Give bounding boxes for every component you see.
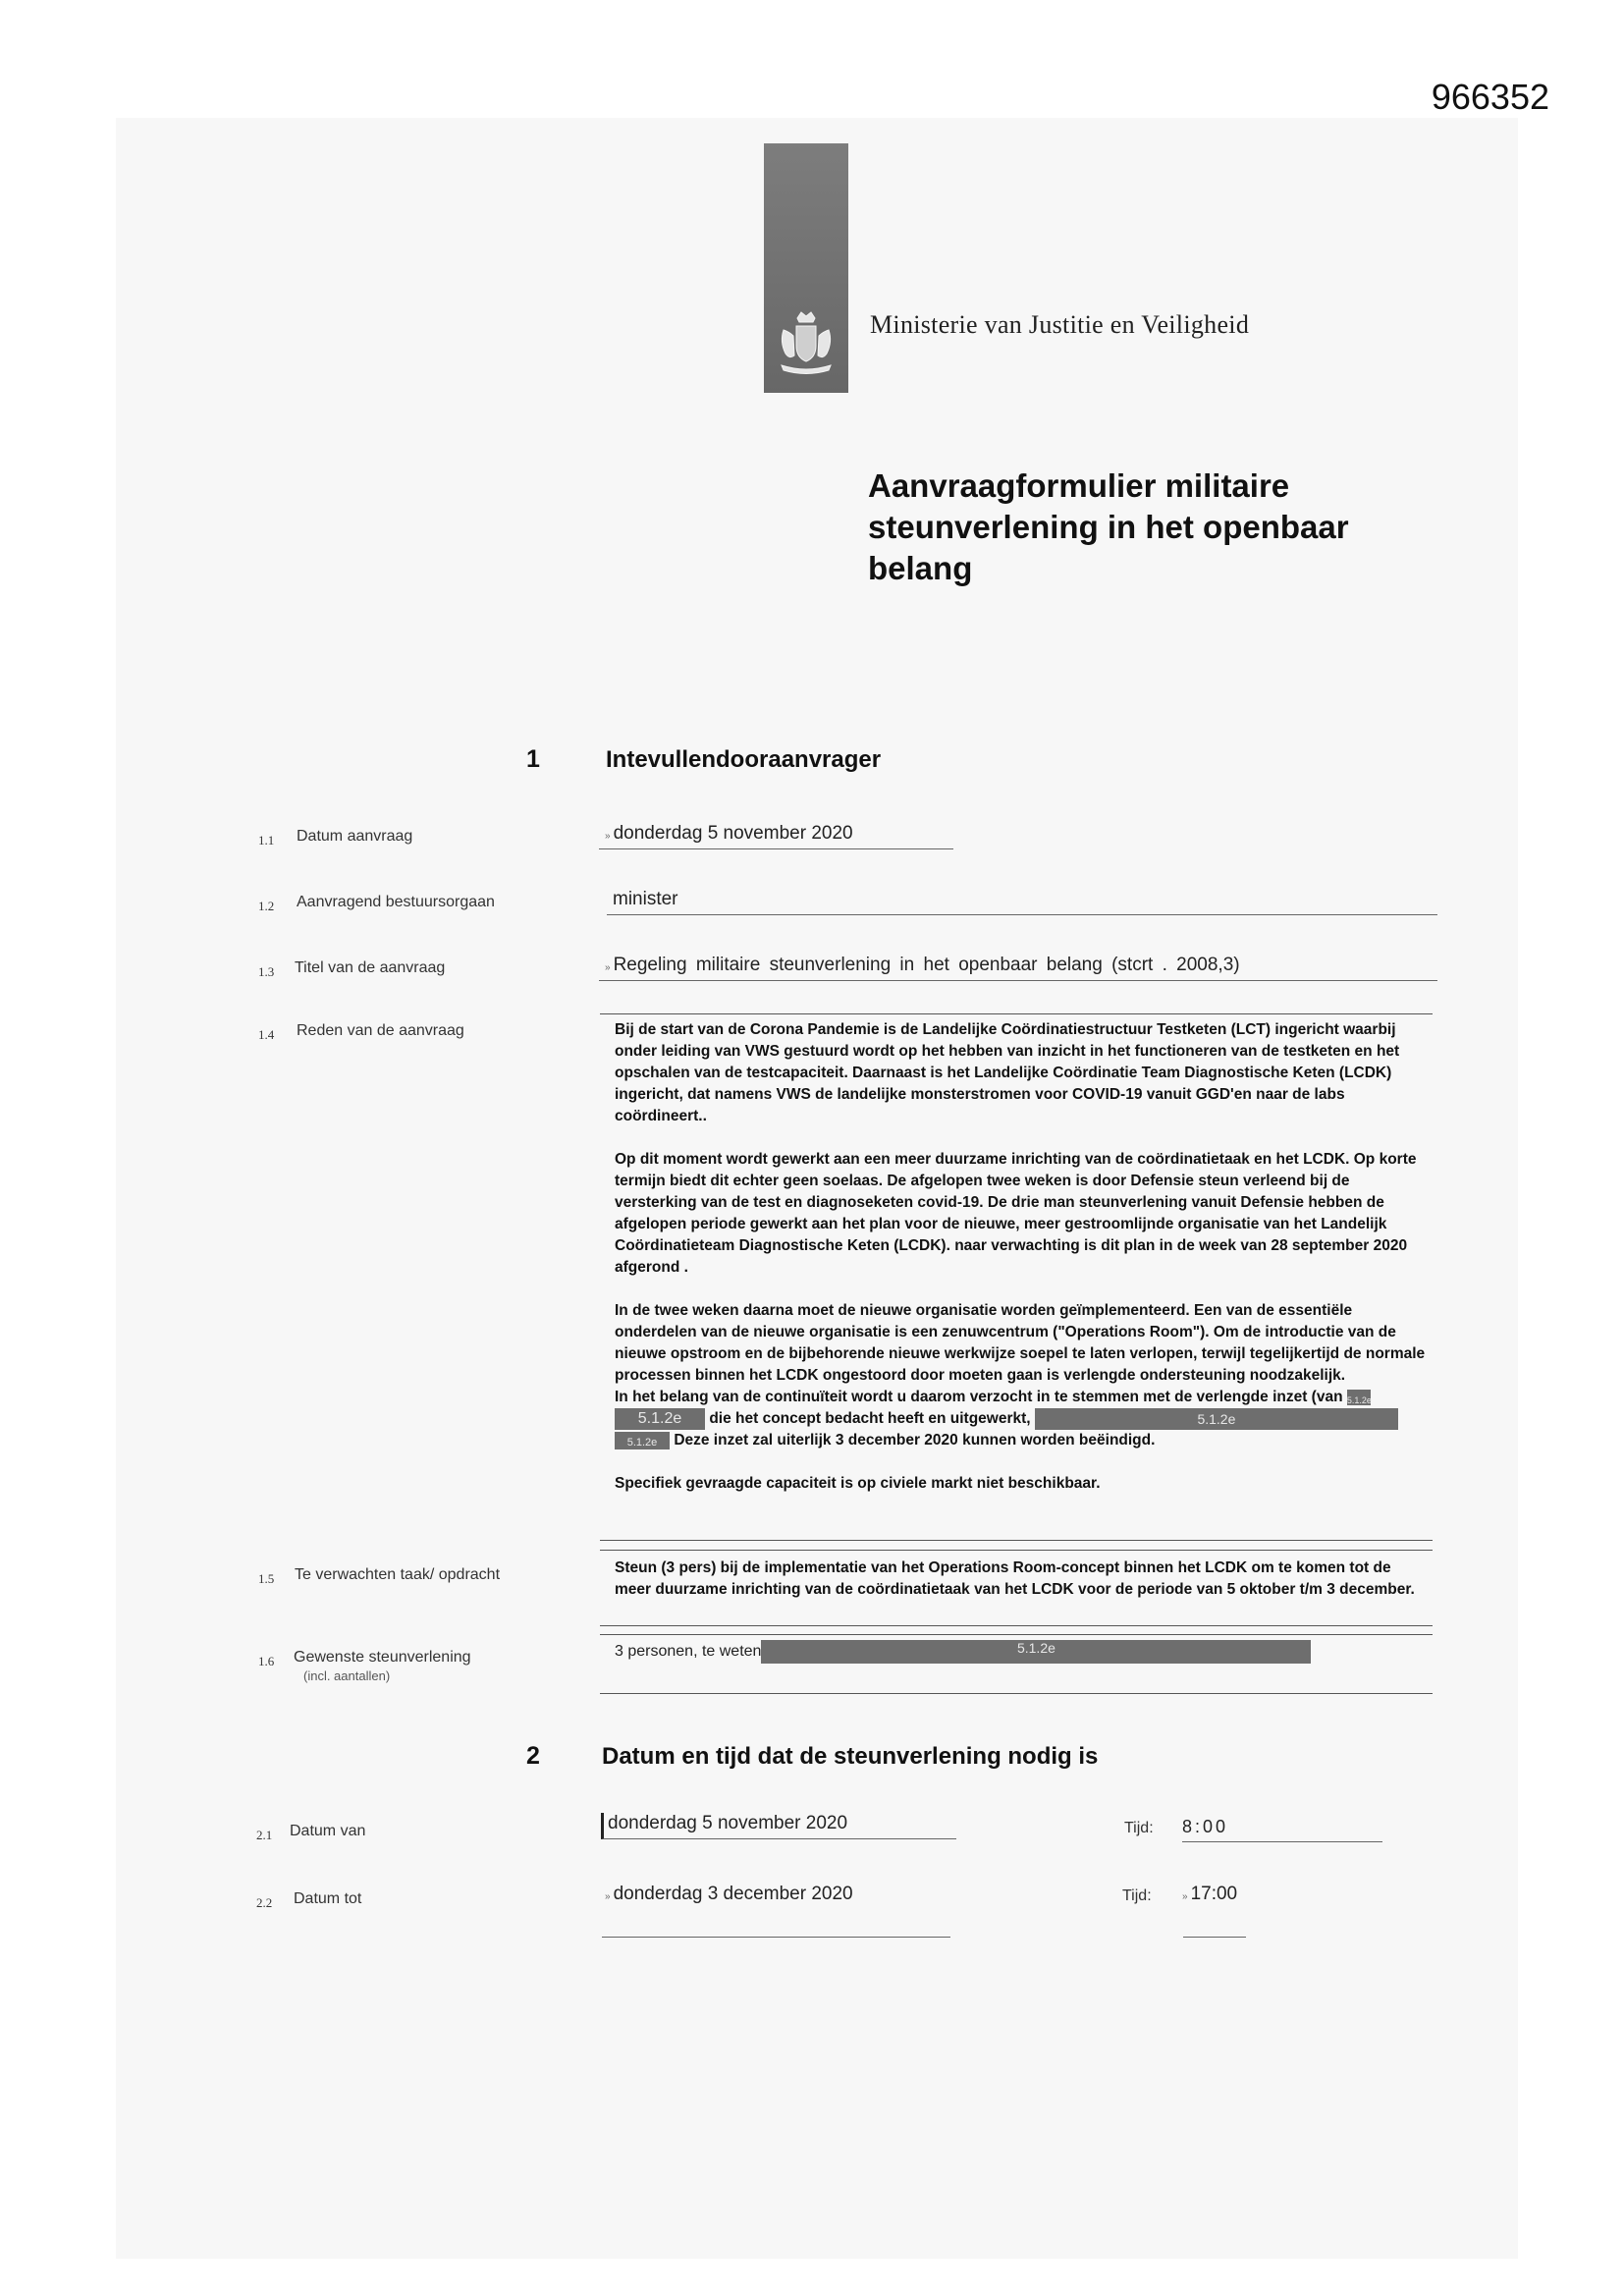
time-from-field[interactable]: 8:00 <box>1182 1817 1382 1842</box>
field-value: minister <box>613 889 678 909</box>
reason-paragraph <box>615 1408 1428 1430</box>
field-label: Datum tot <box>294 1890 362 1907</box>
time-label: Tijd: <box>1124 1820 1154 1836</box>
expected-task-field[interactable]: Steun (3 pers) bij de implementatie van het Operations Room-concept binnen het LCDK om te komen tot de meer duurzame inrichting van de coördinatietaak van het LCDK voor de periode van 5 oktober t/m 3 december. <box>615 1559 1415 1598</box>
time-to-field[interactable] <box>1182 1884 1237 1905</box>
field-label: Titel van de aanvraag <box>295 959 446 976</box>
document-number: 966352 <box>1431 77 1549 117</box>
redaction-box: 5.1.2e <box>761 1640 1311 1664</box>
field-sublabel: (incl. aantallen) <box>303 1668 391 1683</box>
request-title-field[interactable] <box>599 955 1437 981</box>
field-number: 1.2 <box>258 899 275 913</box>
field-underline <box>602 1937 950 1938</box>
label-text: Gewenste steunverlening <box>294 1649 471 1666</box>
section-title: Intevullendooraanvrager <box>606 746 882 773</box>
reason-text[interactable] <box>615 1019 1428 1495</box>
reason-paragraph: In de twee weken daarna moet de nieuwe organisatie worden geïmplementeerd. Een van de essentiële onderdelen van de nieuwe organisatie is een zenuwcentrum ("Operations Room"). Om de introductie van de nieuwe opstroom en de bijbehorende nieuwe werkwijze soepel te laten verlopen, terwijl tegelijkertijd de normale processen binnen het LCDK ongestoord door moeten gaan is verlengde ondersteuning noodzakelijk. <box>615 1302 1426 1384</box>
ministry-logo <box>764 143 848 393</box>
reason-paragraph: Specifiek gevraagde capaciteit is op civiele markt niet beschikbaar. <box>615 1475 1101 1493</box>
field-label <box>294 1648 471 1685</box>
field-value: 17:00 <box>1190 1884 1238 1904</box>
field-value: Regeling militaire steunverlening in het openbaar belang (stcrt . 2008,3) <box>613 955 1240 975</box>
section-number: 1 <box>526 745 540 773</box>
ministry-name: Ministerie van Justitie en Veiligheid <box>870 310 1250 339</box>
redaction-box: 5.1.2e <box>615 1432 670 1449</box>
field-label: Te verwachten taak/ opdracht <box>295 1566 501 1583</box>
section-title: Datum en tijd dat de steunverlening nodig is <box>602 1743 1099 1770</box>
field-border <box>600 1625 1433 1626</box>
field-label: Datum aanvraag <box>297 828 413 845</box>
date-from-field[interactable] <box>601 1813 956 1839</box>
requesting-authority-field[interactable] <box>607 889 1437 915</box>
field-value: 3 personen, te weten <box>615 1643 762 1661</box>
field-label: Aanvragend bestuursorgaan <box>297 894 495 910</box>
field-number: 1.5 <box>258 1571 275 1586</box>
field-underline <box>1183 1937 1246 1938</box>
reason-paragraph: Op dit moment wordt gewerkt aan een meer duurzame inrichting van de coördinatietaak en het LCDK. Op korte termijn biedt dit echter geen soelaas. De afgelopen twee weken is door Defensie steun verleend bij de versterking van de test en diagnoseketen covid-19. De drie man steunverlening vanuit Defensie hebben de afgelopen periode gewerkt aan het plan voor de nieuwe, meer gestroomlijnde organisatie van het Landelijk Coördinatieteam Diagnostische Keten (LCDK). naar verwachting is dit plan in de week van 28 september 2020 afgerond . <box>615 1151 1417 1276</box>
field-number: 1.4 <box>258 1027 275 1042</box>
date-request-field[interactable] <box>599 823 953 849</box>
field-value: donderdag 5 november 2020 <box>608 1813 848 1833</box>
field-number: 2.1 <box>256 1828 273 1842</box>
field-border <box>600 1540 1433 1541</box>
time-label: Tijd: <box>1122 1887 1152 1904</box>
field-label: Reden van de aanvraag <box>297 1022 464 1039</box>
reason-paragraph: Bij de start van de Corona Pandemie is de Landelijke Coördinatiestructuur Testketen (LCT) ingericht waarbij onder leiding van VWS gestuurd wordt op het hebben van inzicht in het functioneren van de testketen en het opschalen van de testcapaciteit. Daarnaast is het Landelijke Coördinatie Team Diagnostische Keten (LCDK) ingericht, dat namens VWS de landelijke monsterstromen voor COVID-19 vanuit GGD'en naar de labs coördineert.. <box>615 1021 1400 1124</box>
section-number: 2 <box>526 1742 540 1770</box>
reason-sentence: In het belang van de continuïteit wordt u daarom verzocht in te stemmen met de verlengde inzet (van <box>615 1389 1343 1405</box>
field-marker: » <box>605 1891 611 1902</box>
redaction-box: 5.1.2e <box>1347 1390 1371 1405</box>
field-marker: » <box>605 831 611 842</box>
field-marker: » <box>605 962 611 973</box>
redaction-box: 5.1.2e <box>615 1408 705 1430</box>
field-border <box>600 1013 1433 1014</box>
date-to-field[interactable] <box>601 1884 853 1905</box>
coat-of-arms-icon <box>776 308 837 377</box>
field-marker: » <box>1182 1891 1188 1902</box>
reason-paragraph <box>615 1430 1428 1451</box>
field-border <box>600 1693 1433 1694</box>
form-title: Aanvraagformulier militaire steunverlening in het openbaar belang <box>868 467 1349 586</box>
field-number: 1.3 <box>258 964 275 979</box>
field-value: donderdag 3 december 2020 <box>613 1884 853 1904</box>
field-border <box>600 1550 1433 1551</box>
field-number: 1.6 <box>258 1654 275 1668</box>
field-number: 1.1 <box>258 833 275 847</box>
redaction-box: 5.1.2e <box>1035 1408 1398 1430</box>
reason-sentence: Deze inzet zal uiterlijk 3 december 2020 kunnen worden beëindigd. <box>674 1432 1156 1449</box>
desired-support-field[interactable] <box>615 1640 1311 1664</box>
field-border <box>600 1634 1433 1635</box>
field-label: Datum van <box>290 1823 366 1839</box>
reason-sentence: die het concept bedacht heeft en uitgewerkt, <box>709 1410 1031 1428</box>
reason-paragraph <box>615 1387 1428 1408</box>
field-number: 2.2 <box>256 1895 273 1910</box>
field-value: donderdag 5 november 2020 <box>613 823 853 844</box>
